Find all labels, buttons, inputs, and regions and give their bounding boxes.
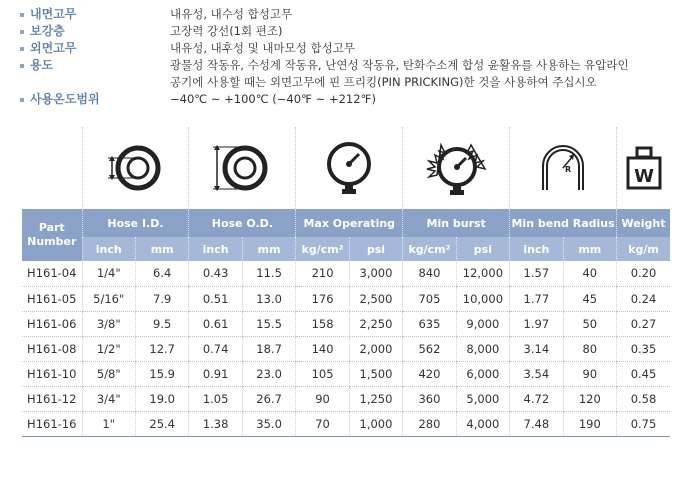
cell-burst-kg: 562 [403,336,456,361]
table-row [22,261,670,286]
table-row [22,411,670,436]
bullet-icon [20,64,24,68]
header-part-number: Part Number [22,209,82,261]
cell-od-inch: 1.05 [189,386,242,411]
spec-application [20,57,680,91]
cell-burst-kg: 280 [403,411,456,436]
cell-weight: 0.58 [617,386,670,411]
header-weight: Weight [617,209,670,237]
spec-label: 사용온도범위 [30,92,100,106]
spec-inner-rubber [20,6,680,23]
cell-op-kg: 210 [296,261,349,286]
cell-bend-mm: 40 [563,261,616,286]
cell-part-number: H161-06 [22,311,82,336]
bullet-icon [20,98,24,102]
unit-bend-mm: mm [563,237,616,261]
cell-id-inch: 1/2" [82,336,135,361]
spec-table [22,127,670,437]
unit-op-psi: psi [349,237,402,261]
cell-burst-kg: 420 [403,361,456,386]
cell-op-psi: 2,250 [349,311,402,336]
cell-od-mm: 23.0 [242,361,295,386]
spec-label: 용도 [30,58,54,72]
cell-od-inch: 0.61 [189,311,242,336]
cell-bend-mm: 120 [563,386,616,411]
cell-od-mm: 35.0 [242,411,295,436]
header-hose-od: Hose O.D. [189,209,296,237]
cell-bend-inch: 7.48 [510,411,563,436]
cell-op-psi: 1,000 [349,411,402,436]
cell-burst-kg: 705 [403,286,456,311]
cell-bend-inch: 4.72 [510,386,563,411]
cell-op-psi: 3,000 [349,261,402,286]
unit-op-kg: kg/cm² [296,237,349,261]
cell-weight: 0.35 [617,336,670,361]
bullet-icon [20,30,24,34]
cell-bend-mm: 90 [563,361,616,386]
cell-weight: 0.75 [617,411,670,436]
spec-temperature [20,91,680,108]
cell-part-number: H161-04 [22,261,82,286]
cell-burst-psi: 12,000 [456,261,509,286]
unit-od-mm: mm [242,237,295,261]
cell-id-inch: 1" [82,411,135,436]
cell-id-inch: 5/8" [82,361,135,386]
cell-op-psi: 1,500 [349,361,402,386]
cell-bend-inch: 1.57 [510,261,563,286]
unit-id-mm: mm [135,237,188,261]
spec-value: 광물성 작동유, 수성계 작동유, 난연성 작동유, 탄화수소계 합성 윤활유를 사용하는 유압라인 [170,58,629,72]
cell-op-kg: 105 [296,361,349,386]
cell-burst-psi: 4,000 [456,411,509,436]
icon-row [22,127,670,209]
cell-op-kg: 140 [296,336,349,361]
cell-od-mm: 15.5 [242,311,295,336]
cell-od-inch: 0.91 [189,361,242,386]
header-min-burst: Min burst [403,209,510,237]
cell-id-mm: 15.9 [135,361,188,386]
cell-id-inch: 3/4" [82,386,135,411]
cell-part-number: H161-08 [22,336,82,361]
unit-burst-kg: kg/cm² [403,237,456,261]
bullet-icon [20,47,24,51]
cell-od-inch: 0.51 [189,286,242,311]
cell-bend-mm: 190 [563,411,616,436]
cell-od-mm: 13.0 [242,286,295,311]
cell-bend-inch: 3.14 [510,336,563,361]
cell-burst-psi: 8,000 [456,336,509,361]
cell-od-mm: 26.7 [242,386,295,411]
unit-burst-psi: psi [456,237,509,261]
spec-outer-rubber [20,40,680,57]
cell-id-mm: 25.4 [135,411,188,436]
table-row [22,361,670,386]
svg-text:R: R [565,165,572,174]
cell-bend-mm: 80 [563,336,616,361]
spec-label: 외면고무 [30,41,77,55]
cell-burst-psi: 6,000 [456,361,509,386]
bend-radius-icon [533,138,593,198]
spec-value: 내유성, 내수성 합성고무 [170,7,293,21]
cell-burst-kg: 840 [403,261,456,286]
cell-id-mm: 9.5 [135,311,188,336]
cell-part-number: H161-10 [22,361,82,386]
spec-value-line2: 공기에 사용할 때는 외면고무에 핀 프리킹(PIN PRICKING)한 것을 사용하여 주십시오 [170,75,597,89]
spec-value: 고장력 강선(1회 편조) [170,24,283,38]
cell-burst-psi: 10,000 [456,286,509,311]
table-row [22,311,670,336]
unit-od-inch: inch [189,237,242,261]
cell-op-kg: 70 [296,411,349,436]
cell-op-kg: 176 [296,286,349,311]
hose-id-icon [100,140,170,196]
cell-bend-inch: 1.77 [510,286,563,311]
cell-part-number: H161-16 [22,411,82,436]
cell-od-inch: 0.43 [189,261,242,286]
table-unit-row [22,237,670,261]
cell-id-inch: 3/8" [82,311,135,336]
cell-part-number: H161-12 [22,386,82,411]
cell-bend-inch: 1.97 [510,311,563,336]
cell-od-inch: 1.38 [189,411,242,436]
header-hose-id: Hose I.D. [82,209,189,237]
cell-part-number: H161-05 [22,286,82,311]
unit-id-inch: inch [82,237,135,261]
cell-weight: 0.20 [617,261,670,286]
spec-reinforcement [20,23,680,40]
cell-op-psi: 2,000 [349,336,402,361]
cell-op-kg: 90 [296,386,349,411]
unit-bend-inch: inch [510,237,563,261]
weight-icon-letter: W [633,166,654,187]
table-row [22,336,670,361]
cell-id-inch: 1/4" [82,261,135,286]
cell-burst-psi: 5,000 [456,386,509,411]
table-header-row [22,209,670,237]
cell-weight: 0.45 [617,361,670,386]
cell-id-mm: 6.4 [135,261,188,286]
cell-op-psi: 1,250 [349,386,402,411]
cell-od-inch: 0.74 [189,336,242,361]
cell-bend-mm: 45 [563,286,616,311]
cell-burst-psi: 9,000 [456,311,509,336]
cell-bend-mm: 50 [563,311,616,336]
cell-op-kg: 158 [296,311,349,336]
cell-burst-kg: 635 [403,311,456,336]
cell-burst-kg: 360 [403,386,456,411]
pressure-gauge-icon [319,138,379,198]
header-min-bend-radius: Min bend Radius [510,209,617,237]
spec-label: 내면고무 [30,7,77,21]
spec-label: 보강층 [30,24,65,38]
unit-weight: kg/m [617,237,670,261]
spec-value: −40℃ ~ +100℃ (−40℉ ~ +212℉) [170,92,376,106]
cell-weight: 0.27 [617,311,670,336]
weight-icon [622,144,666,192]
cell-weight: 0.24 [617,286,670,311]
cell-id-mm: 12.7 [135,336,188,361]
cell-bend-inch: 3.54 [510,361,563,386]
table-row [22,286,670,311]
burst-gauge-icon [419,137,493,199]
bullet-icon [20,13,24,17]
cell-id-mm: 19.0 [135,386,188,411]
spec-value: 내유성, 내후성 및 내마모성 합성고무 [170,41,355,55]
spec-list [20,6,680,108]
cell-op-psi: 2,500 [349,286,402,311]
cell-od-mm: 18.7 [242,336,295,361]
cell-od-mm: 11.5 [242,261,295,286]
hose-od-icon [207,138,277,198]
cell-id-inch: 5/16" [82,286,135,311]
cell-id-mm: 7.9 [135,286,188,311]
header-max-operating: Max Operating [296,209,403,237]
table-body [22,261,670,436]
table-row [22,386,670,411]
